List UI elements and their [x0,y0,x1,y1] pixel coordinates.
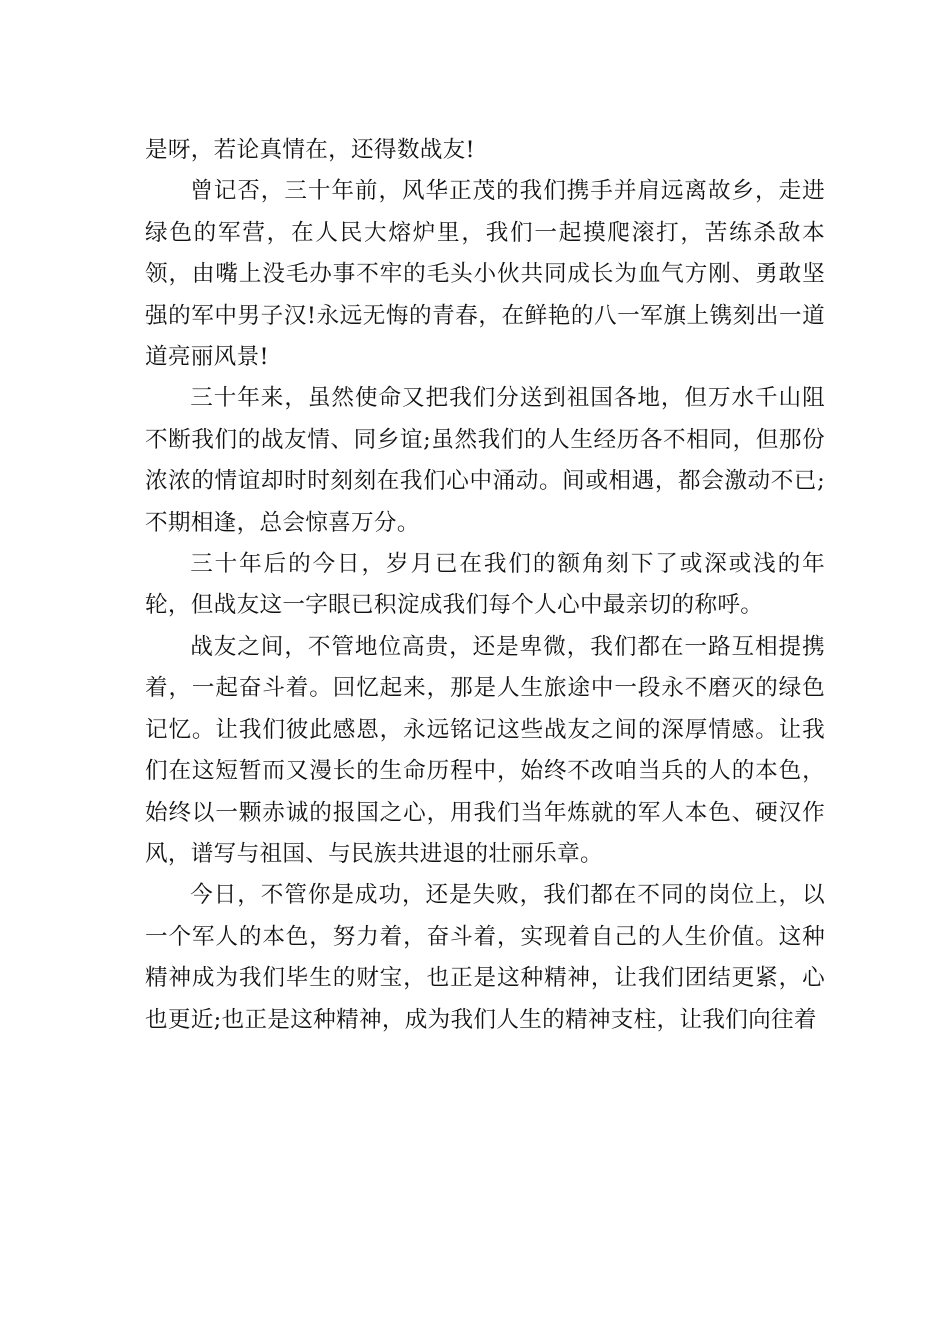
paragraph-2: 曾记否，三十年前，风华正茂的我们携手并肩远离故乡，走进绿色的军营，在人民大熔炉里，我们一起摸爬滚打，苦练杀敌本领，由嘴上没毛办事不牢的毛头小伙共同成长为血气方刚、勇敢坚强的军中男子汉!永远无悔的青春，在鲜艳的八一军旗上镌刻出一道道亮丽风景! [145,178,825,371]
paragraph-4: 三十年后的今日，岁月已在我们的额角刻下了或深或浅的年轮，但战友这一字眼已积淀成我们每个人心中最亲切的称呼。 [145,551,825,619]
paragraph-6: 今日，不管你是成功，还是失败，我们都在不同的岗位上，以一个军人的本色，努力着，奋斗着，实现着自己的人生价值。这种精神成为我们毕生的财宝，也正是这种精神，让我们团结更紧，心也更近;也正是这种精神，成为我们人生的精神支柱，让我们向往着 [145,882,825,1033]
paragraph-1: 是呀，若论真情在，还得数战友! [145,137,475,163]
paragraph-3: 三十年来，虽然使命又把我们分送到祖国各地，但万水千山阻不断我们的战友情、同乡谊;虽然我们的人生经历各不相同，但那份浓浓的情谊却时时刻刻在我们心中涌动。间或相遇，都会激动不已;不期相逢，总会惊喜万分。 [145,385,825,536]
document-body [145,130,825,1041]
paragraph-5: 战友之间，不管地位高贵，还是卑微，我们都在一路互相提携着，一起奋斗着。回忆起来，那是人生旅途中一段永不磨灭的绿色记忆。让我们彼此感恩，永远铭记这些战友之间的深厚情感。让我们在这短暂而又漫长的生命历程中，始终不改咱当兵的人的本色，始终以一颗赤诚的报国之心，用我们当年炼就的军人本色、硬汉作风，谱写与祖国、与民族共进退的壮丽乐章。 [145,633,825,867]
